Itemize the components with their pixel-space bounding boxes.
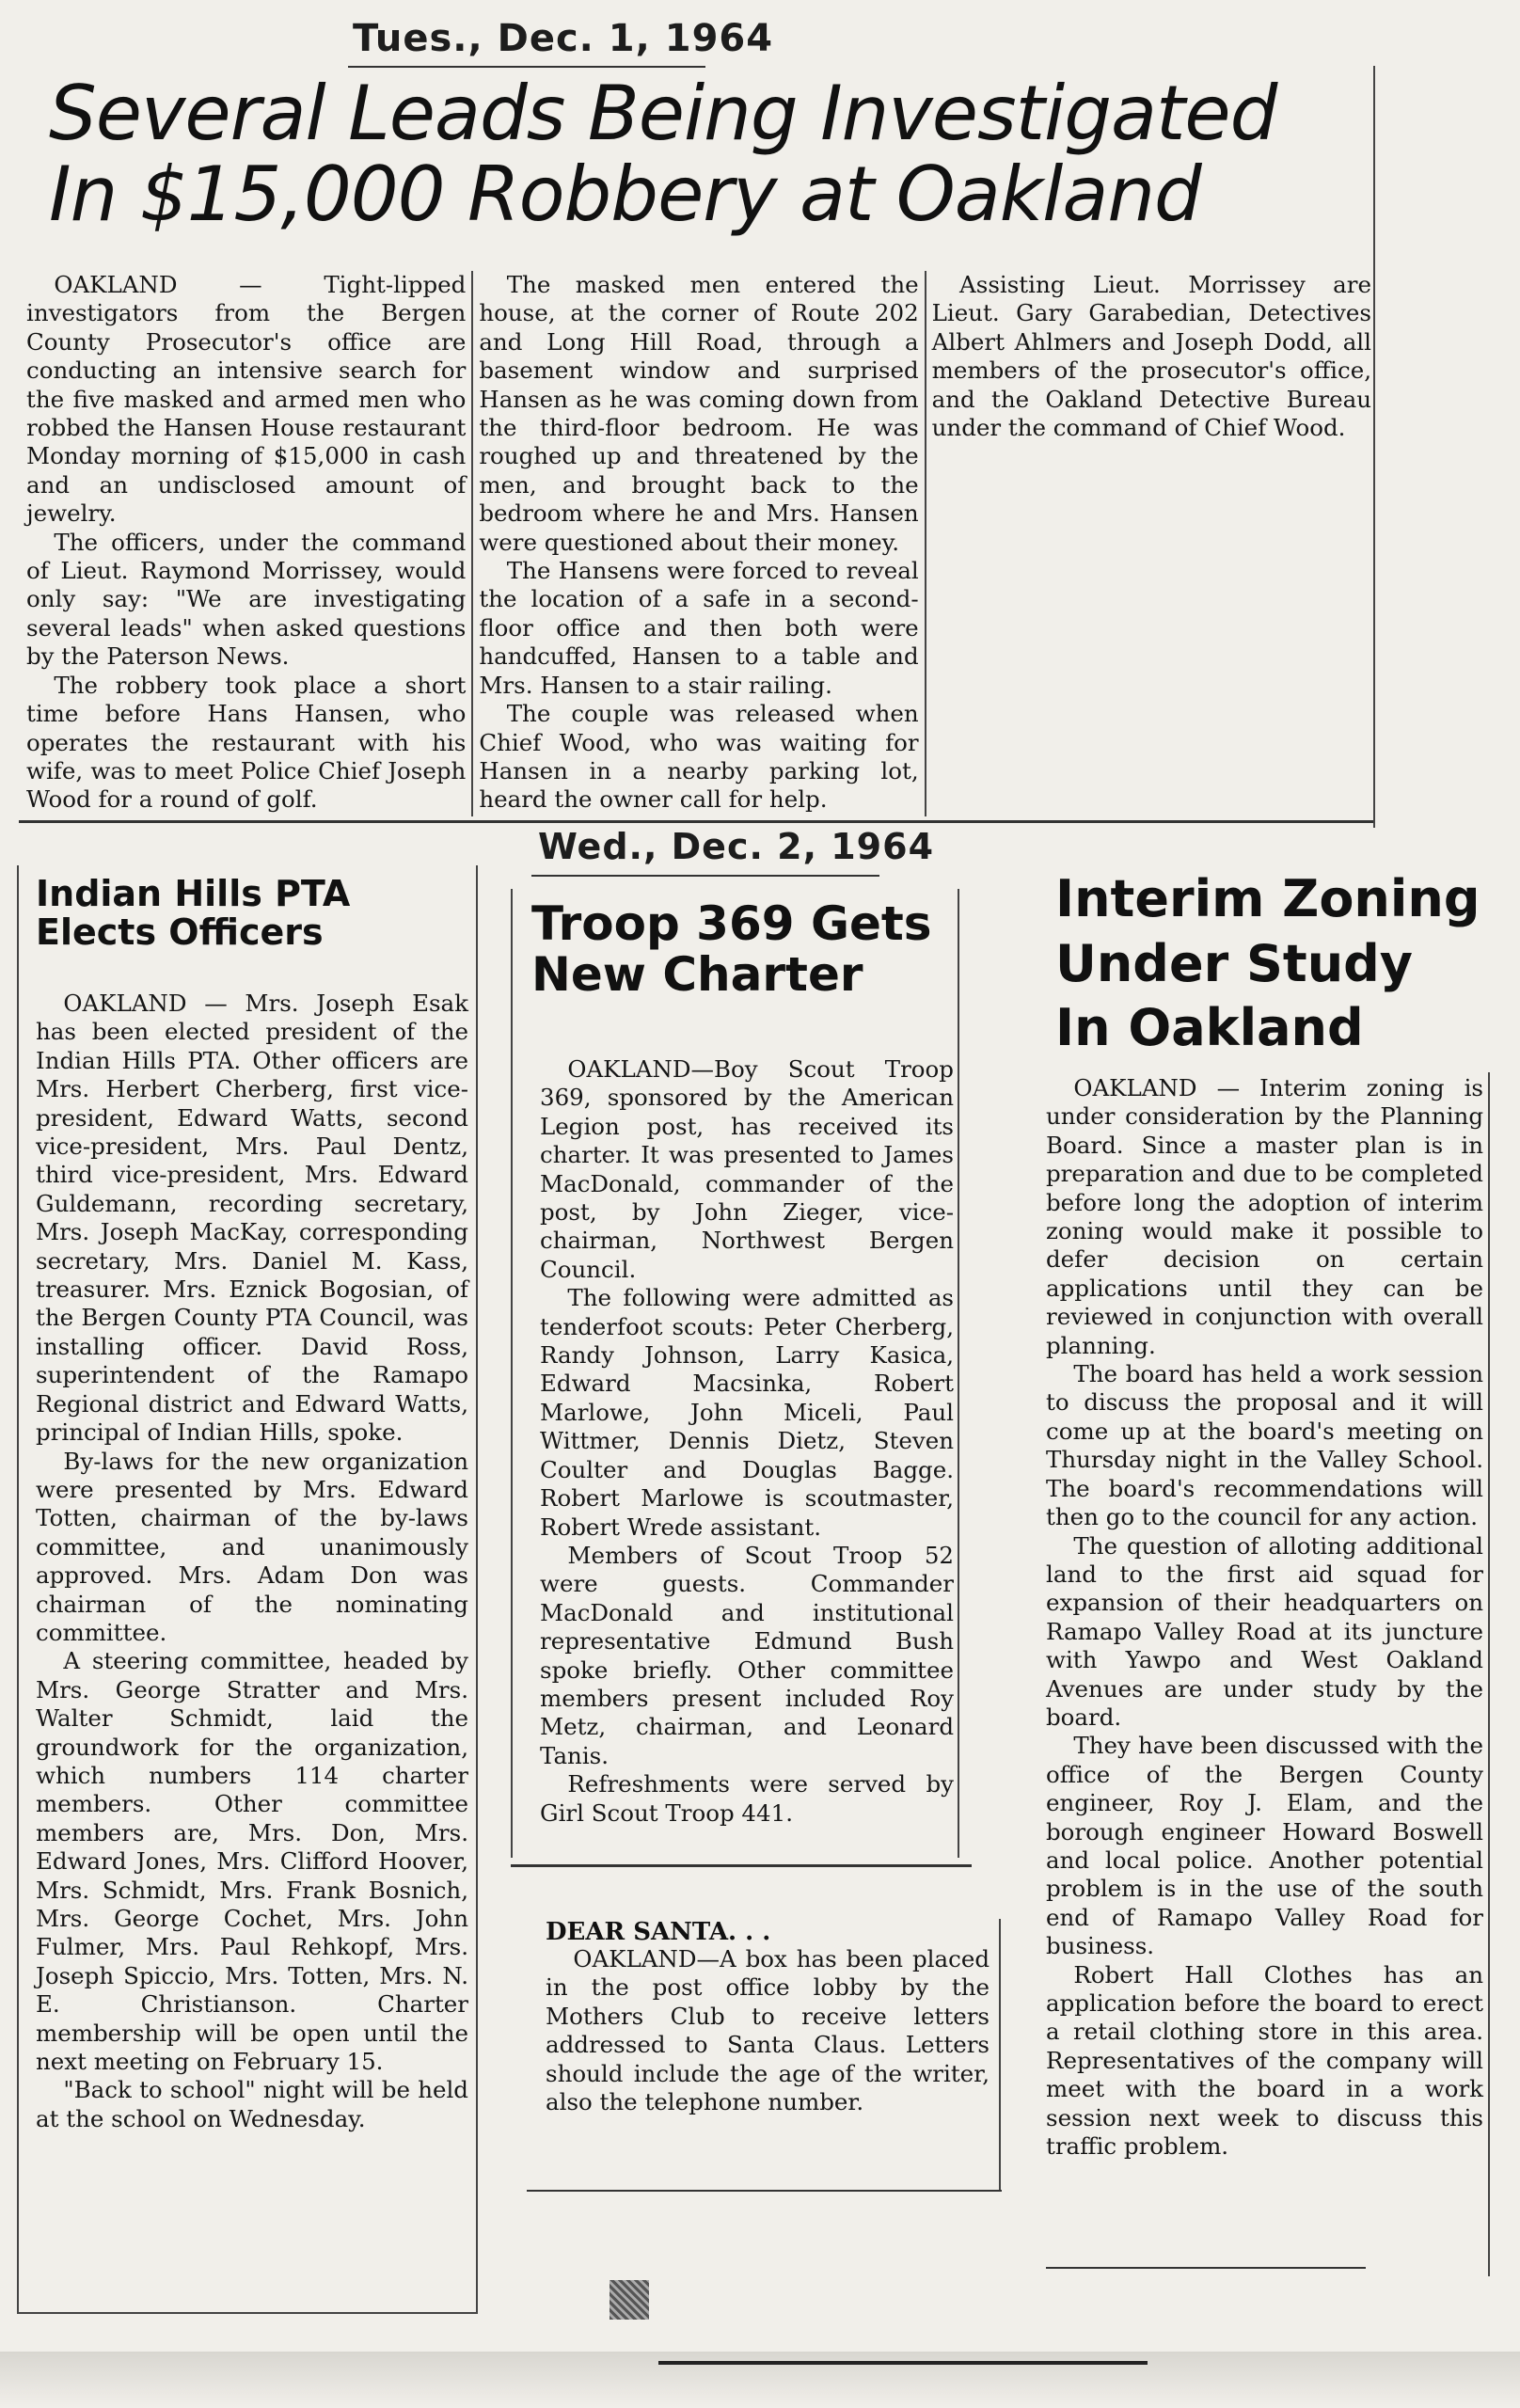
headline-troop-line2: New Charter: [531, 947, 863, 1002]
santa-story-right-rule: [999, 1919, 1001, 2192]
headline-zoning-line2: Under Study: [1055, 933, 1414, 993]
zoning-paragraph: They have been discussed with the office of the Bergen County engineer, Roy J. Elam, and the borough engineer Howard Boswell and local police. Another potential problem is in the use of the south end of Ramapo Valley Road for business.: [1046, 1732, 1483, 1960]
troop-paragraph: The following were admitted as tenderfoot scouts: Peter Cherberg, Randy Johnson, Larry Kasica, Edward Macsinka, Robert Marlowe, John Miceli, Paul Wittmer, Dennis Dietz, Steven Coulter and Douglas Bagge. Robert Marlowe is scoutmaster, Robert Wrede assistant.: [540, 1284, 954, 1541]
pta-paragraph: A steering committee, headed by Mrs. George Stratter and Mrs. Walter Schmidt, laid the groundwork for the organization, which numbers 114 charter members. Other committee members are, Mrs. Don, Mrs. Edward Jones, Mrs. Clifford Hoover, Mrs. Schmidt, Mrs. Frank Bosnich, Mrs. George Cochet, Mrs. John Fulmer, Mrs. Paul Rehkopf, Mrs. Joseph Spiccio, Mrs. Totten, Mrs. N. E. Christianson. Charter membership will be open until the next meeting on February 15.: [36, 1647, 468, 2076]
headline-zoning-line3: In Oakland: [1055, 998, 1364, 1058]
paper-shadow-bottom: [0, 2352, 1520, 2408]
zoning-story-body: [1046, 1074, 1483, 2161]
zoning-paragraph: Robert Hall Clothes has an application before the board to erect a retail clothing store in this area. Representatives of the company will meet with the board in a work session next week to discuss this traffic problem.: [1046, 1960, 1483, 2161]
troop-story-body: [540, 1055, 954, 1828]
pta-story-body: [36, 990, 468, 2133]
photo-fragment: [610, 2280, 649, 2320]
headline-pta-line2: Elects Officers: [36, 911, 324, 954]
troop-story-bottom-rule: [511, 1864, 972, 1867]
pta-paragraph: "Back to school" night will be held at the school on Wednesday.: [36, 2076, 468, 2132]
headline-robbery-line2: In $15,000 Robbery at Oakland: [49, 150, 1201, 239]
headline-troop: [531, 898, 955, 1000]
zoning-paragraph: The question of alloting additional land to the first aid squad for expansion of their headquarters on Ramapo Valley Road at its juncture with Yawpo and West Oakland Avenues are under study by the board.: [1046, 1531, 1483, 1731]
pta-paragraph: OAKLAND — Mrs. Joseph Esak has been elected president of the Indian Hills PTA. Other officers are Mrs. Herbert Cherberg, first vice-president, Edward Watts, second vice-president, Mrs. Paul Dentz, third vice-president, Mrs. Edward Guldemann, recording secretary, Mrs. Joseph MacKay, corresponding secretary, Mrs. Daniel M. Kass, treasurer. Mrs. Eznick Bogosian, of the Bergen County PTA Council, was installing officer. David Ross, superintendent of the Ramapo Regional district and Edward Watts, principal of Indian Hills, spoke.: [36, 990, 468, 1447]
clipping-date-top: Tues., Dec. 1, 1964: [353, 17, 774, 60]
robbery-paragraph: The masked men entered the house, at the corner of Route 202 and Long Hill Road, through a basement window and surprised Hansen as he was coming down from the third-floor bedroom. He was roughed up and threatened by the men, and brought back to the bedroom where he and Mrs. Hansen were questioned about their money.: [479, 271, 919, 556]
robbery-paragraph: OAKLAND — Tight-lipped investigators from the Bergen County Prosecutor's office are conducting an intensive search for the five masked and armed men who robbed the Hansen House restaurant Monday morning of $15,000 in cash and an undisclosed amount of jewelry.: [26, 271, 467, 528]
torn-edge-bottom: [658, 2361, 1148, 2365]
zoning-paragraph: The board has held a work session to discuss the proposal and it will come up at the board's meeting on Thursday night in the Valley School. The board's recommendations will then go to the council for any action.: [1046, 1360, 1483, 1531]
headline-robbery: [49, 70, 1366, 239]
headline-zoning-line1: Interim Zoning: [1055, 869, 1480, 928]
zoning-story-right-rule: [1488, 1072, 1490, 2276]
troop-paragraph: Refreshments were served by Girl Scout Troop 441.: [540, 1770, 954, 1827]
top-story-bottom-rule: [19, 820, 1373, 823]
zoning-story-bottom-rule: [1046, 2267, 1366, 2269]
pta-paragraph: By-laws for the new organization were presented by Mrs. Edward Totten, chairman of the by-laws committee, and unanimously approved. Mrs. Adam Don was chairman of the nominating committee.: [36, 1447, 468, 1646]
date-underline-second: [531, 875, 879, 877]
headline-troop-line1: Troop 369 Gets: [531, 896, 932, 951]
santa-story-bottom-rule: [527, 2190, 1002, 2192]
headline-zoning: [1055, 867, 1488, 1061]
clipping-date-second: Wed., Dec. 2, 1964: [538, 826, 935, 867]
robbery-paragraph: The officers, under the command of Lieut. Raymond Morrissey, would only say: "We are investigating several leads" when asked questions by the Paterson News.: [26, 528, 467, 671]
santa-story-body: [546, 1945, 990, 2116]
headline-pta: [36, 875, 478, 952]
troop-paragraph: Members of Scout Troop 52 were guests. Commander MacDonald and institutional representative Edmund Bush spoke briefly. Other committee members present included Roy Metz, chairman, and Leonard Tanis.: [540, 1541, 954, 1769]
zoning-paragraph: OAKLAND — Interim zoning is under consideration by the Planning Board. Since a master plan is in preparation and due to be completed before long the adoption of interim zoning would make it possible to defer decision on certain applications until they can be reviewed in conjunction with overall planning.: [1046, 1074, 1483, 1359]
date-underline-top: [348, 66, 705, 68]
robbery-paragraph: The couple was released when Chief Wood, who was waiting for Hansen in a nearby parking lot, heard the owner call for help.: [479, 700, 919, 814]
santa-paragraph: OAKLAND—A box has been placed in the post office lobby by the Mothers Club to receive letters addressed to Santa Claus. Letters should include the age of the writer, also the telephone number.: [546, 1945, 990, 2116]
troop-story-left-rule: [511, 889, 513, 1858]
top-story-right-rule: [1373, 66, 1375, 828]
robbery-paragraph: The Hansens were forced to reveal the location of a safe in a second-floor office and then both were handcuffed, Hansen to a table and Mrs. Hansen to a stair railing.: [479, 557, 919, 699]
robbery-paragraph: Assisting Lieut. Morrissey are Lieut. Gary Garabedian, Detectives Albert Ahlmers and Joseph Dodd, all members of the prosecutor's office, and the Oakland Detective Bureau under the command of Chief Wood.: [931, 271, 1371, 442]
headline-pta-line1: Indian Hills PTA: [36, 873, 351, 914]
robbery-paragraph: The robbery took place a short time before Hans Hansen, who operates the restaurant with his wife, was to meet Police Chief Joseph Wood for a round of golf.: [26, 671, 467, 814]
robbery-story-body: [26, 271, 1371, 816]
headline-santa: DEAR SANTA. . .: [546, 1918, 771, 1946]
headline-robbery-line1: Several Leads Being Investigated: [49, 70, 1277, 157]
troop-paragraph: OAKLAND—Boy Scout Troop 369, sponsored by the American Legion post, has received its charter. It was presented to James MacDonald, commander of the post, by John Zieger, vice-chairman, Northwest Bergen Council.: [540, 1055, 954, 1283]
troop-story-right-rule: [958, 889, 959, 1858]
